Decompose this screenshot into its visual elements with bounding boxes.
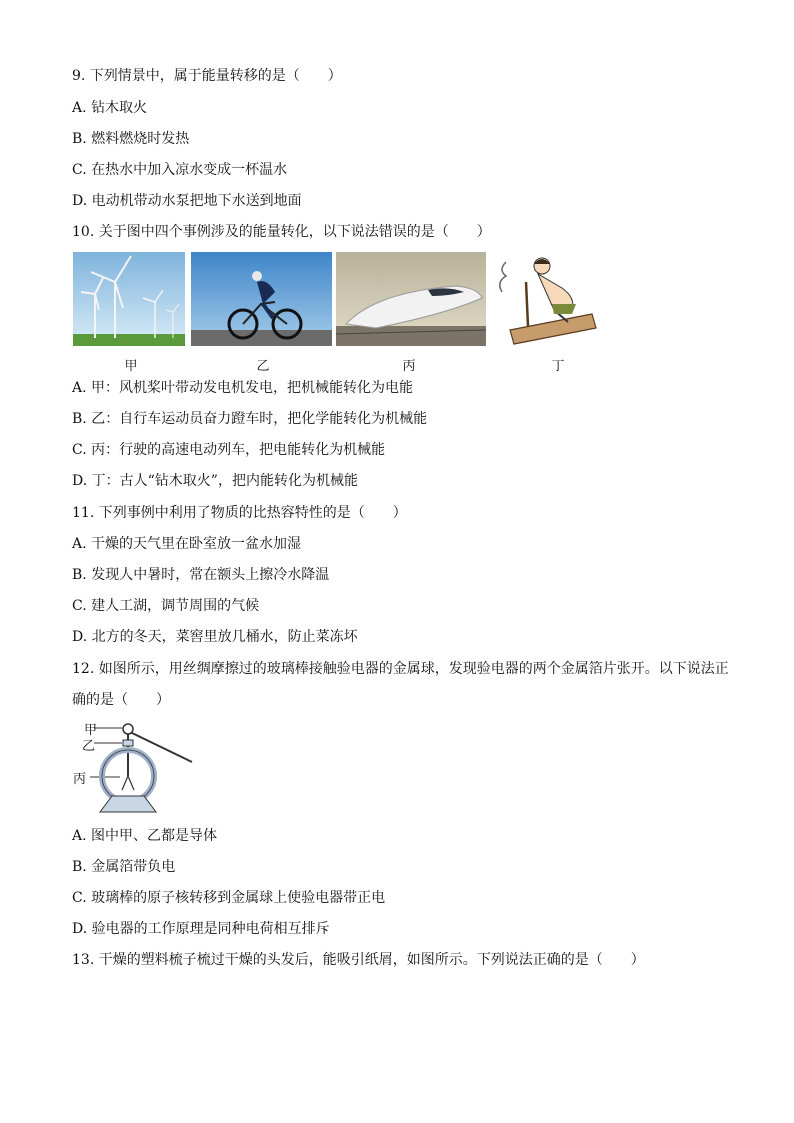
q10-option-d: D. 丁：古人“钻木取火”，把内能转化为机械能 — [72, 473, 358, 489]
q9-option-b: B. 燃料燃烧时发热 — [72, 131, 190, 147]
q9-option-a: A. 钻木取火 — [72, 100, 148, 116]
q12-option-b: B. 金属箔带负电 — [72, 859, 176, 875]
q12-option-d: D. 验电器的工作原理是同种电荷相互排斥 — [72, 921, 330, 937]
q11-stem: 11. 下列事例中利用了物质的比热容特性的是（ ） — [72, 505, 407, 521]
q11-option-b: B. 发现人中暑时，常在额头上擦冷水降温 — [72, 567, 330, 583]
q10-option-b: B. 乙：自行车运动员奋力蹬车时，把化学能转化为机械能 — [72, 411, 428, 427]
electroscope-label-bing: 丙 — [73, 772, 87, 787]
cyclist-photo — [191, 252, 332, 346]
electroscope-label-jia: 甲 — [84, 723, 98, 738]
q10-option-a: A. 甲：风机桨叶带动发电机发电，把机械能转化为电能 — [72, 380, 414, 396]
q10-option-c: C. 丙：行驶的高速电动列车，把电能转化为机械能 — [72, 442, 386, 458]
caption-jia: 甲 — [124, 359, 138, 374]
drilling-wood-illustration — [492, 252, 602, 346]
wind-turbine-photo — [73, 252, 185, 346]
caption-ding: 丁 — [551, 359, 565, 374]
electroscope-label-yi: 乙 — [82, 739, 96, 754]
q11-option-d: D. 北方的冬天，菜窖里放几桶水，防止菜冻坏 — [72, 629, 358, 645]
q12-stem-line1: 12. 如图所示，用丝绸摩擦过的玻璃棒接触验电器的金属球，发现验电器的两个金属箔片张开。以下说法正 — [72, 661, 729, 677]
train-photo — [336, 252, 486, 346]
q11-option-a: A. 干燥的天气里在卧室放一盆水加湿 — [72, 536, 302, 552]
q9-option-d: D. 电动机带动水泵把地下水送到地面 — [72, 193, 302, 209]
q12-stem-line2: 确的是（ ） — [72, 692, 170, 708]
q12-option-c: C. 玻璃棒的原子核转移到金属球上使验电器带正电 — [72, 890, 386, 906]
caption-bing: 丙 — [402, 359, 416, 374]
q10-stem: 10. 关于图中四个事例涉及的能量转化，以下说法错误的是（ ） — [72, 224, 491, 240]
q13-stem: 13. 干燥的塑料梳子梳过干燥的头发后，能吸引纸屑，如图所示。下列说法正确的是（ ） — [72, 952, 645, 968]
q9-stem: 9. 下列情景中，属于能量转移的是（ ） — [72, 68, 342, 84]
caption-yi: 乙 — [256, 359, 270, 374]
q12-option-a: A. 图中甲、乙都是导体 — [72, 828, 218, 844]
q11-option-c: C. 建人工湖，调节周围的气候 — [72, 598, 260, 614]
q9-option-c: C. 在热水中加入凉水变成一杯温水 — [72, 162, 288, 178]
